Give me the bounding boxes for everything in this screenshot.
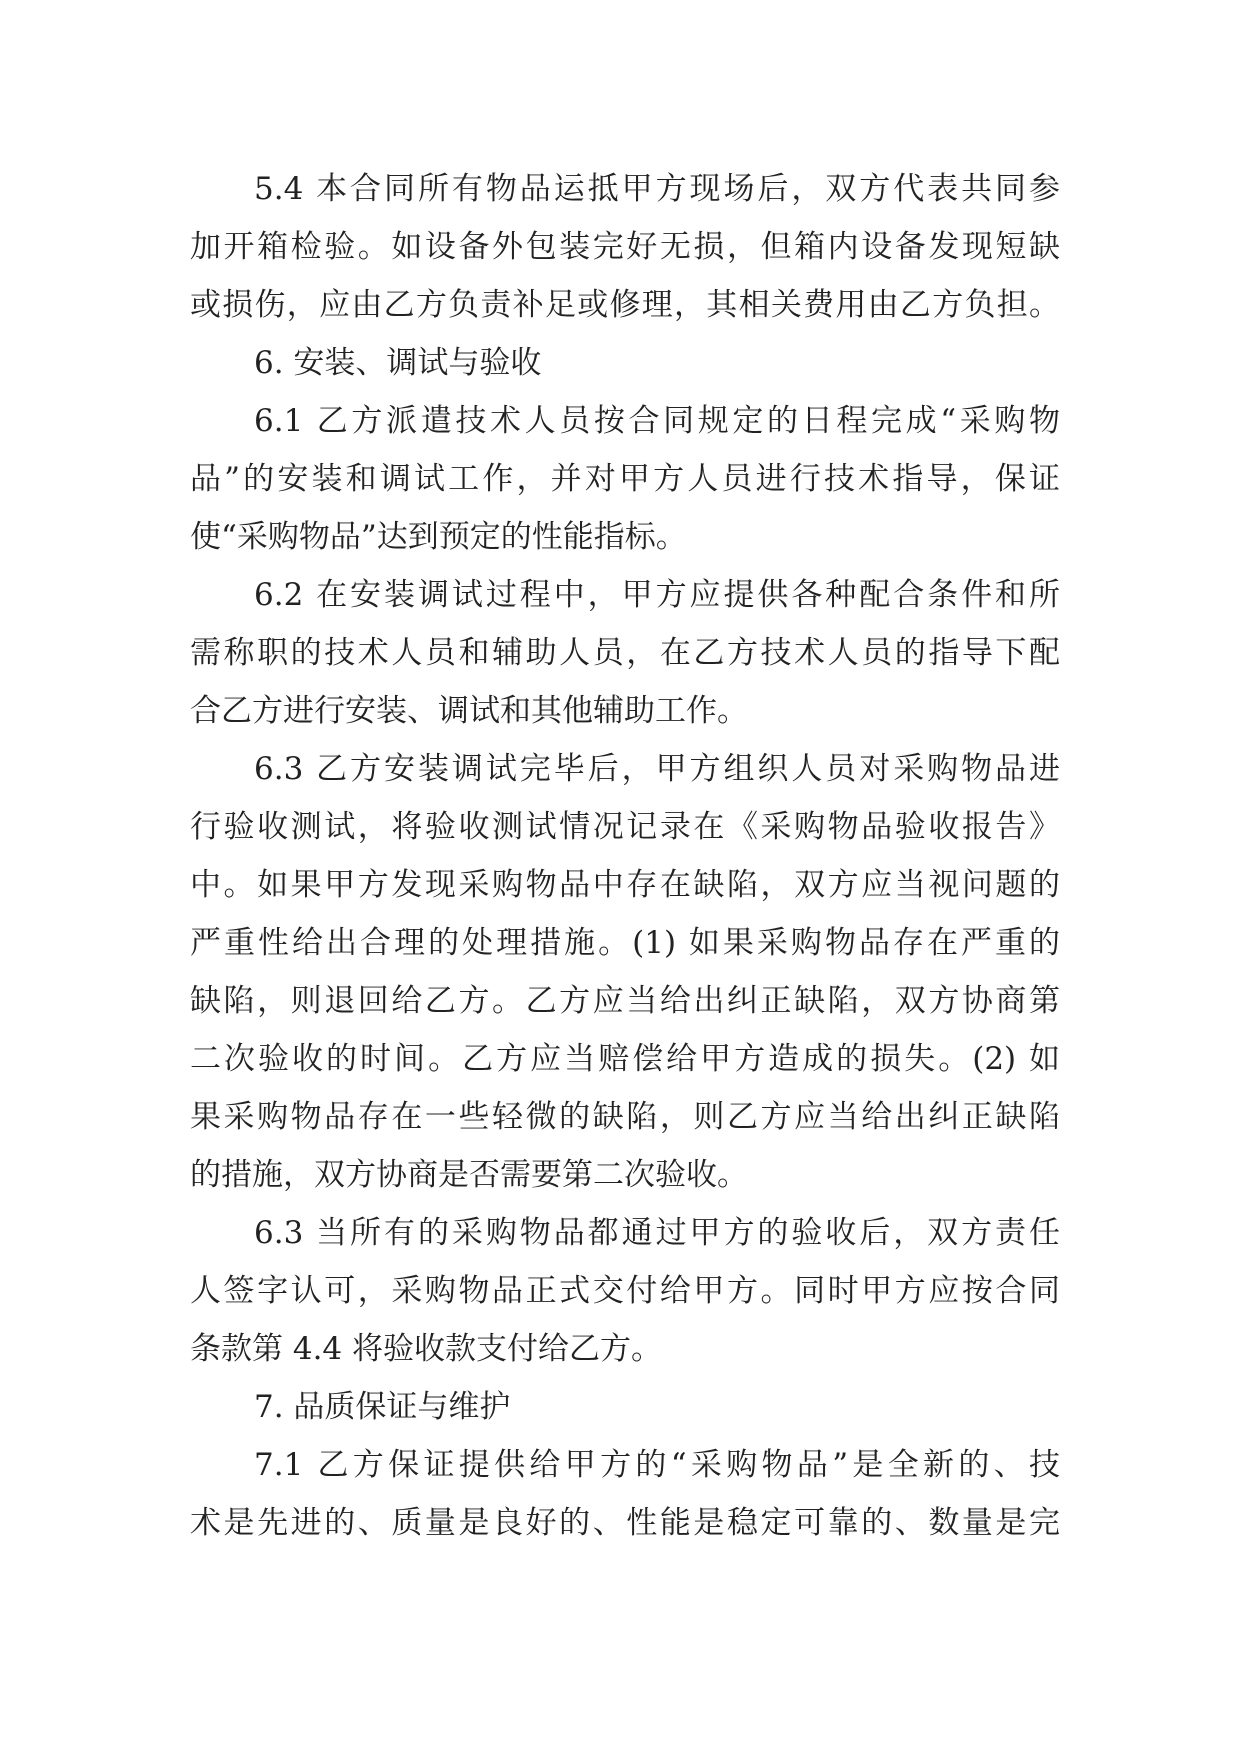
text-line: 或损伤，应由乙方负责补足或修理，其相关费用由乙方负担。 [190,287,1060,323]
text-line: 二次验收的时间。乙方应当赔偿给甲方造成的损失。(2) 如 [190,1041,1060,1077]
text-line: 6.1 乙方派遣技术人员按合同规定的日程完成“采购物 [254,403,1060,439]
text-line: 人签字认可，采购物品正式交付给甲方。同时甲方应按合同 [190,1273,1060,1309]
text-line: 加开箱检验。如设备外包装完好无损，但箱内设备发现短缺 [190,229,1060,265]
text-line: 5.4 本合同所有物品运抵甲方现场后，双方代表共同参 [254,171,1060,207]
text-line: 缺陷，则退回给乙方。乙方应当给出纠正缺陷，双方协商第 [190,983,1060,1019]
text-line: 6.3 当所有的采购物品都通过甲方的验收后，双方责任 [254,1215,1060,1251]
text-line: 需称职的技术人员和辅助人员，在乙方技术人员的指导下配 [190,635,1060,671]
text-line: 条款第 4.4 将验收款支付给乙方。 [190,1331,663,1367]
text-line: 行验收测试，将验收测试情况记录在《采购物品验收报告》 [190,809,1060,845]
text-line: 7.1 乙方保证提供给甲方的“采购物品”是全新的、技 [254,1447,1060,1483]
text-line: 中。如果甲方发现采购物品中存在缺陷，双方应当视问题的 [190,867,1060,903]
section-heading: 6. 安装、调试与验收 [254,345,542,381]
text-line: 果采购物品存在一些轻微的缺陷，则乙方应当给出纠正缺陷 [190,1099,1060,1135]
text-line: 合乙方进行安装、调试和其他辅助工作。 [190,693,748,729]
text-line: 6.3 乙方安装调试完毕后，甲方组织人员对采购物品进 [254,751,1060,787]
text-line: 品”的安装和调试工作，并对甲方人员进行技术指导，保证 [190,461,1060,497]
text-line: 6.2 在安装调试过程中，甲方应提供各种配合条件和所 [254,577,1060,613]
section-heading: 7. 品质保证与维护 [254,1389,511,1425]
text-line: 使“采购物品”达到预定的性能指标。 [190,519,687,555]
text-line: 严重性给出合理的处理措施。(1) 如果采购物品存在严重的 [190,925,1060,961]
text-line: 术是先进的、质量是良好的、性能是稳定可靠的、数量是完 [190,1505,1060,1541]
text-line: 的措施，双方协商是否需要第二次验收。 [190,1157,748,1193]
